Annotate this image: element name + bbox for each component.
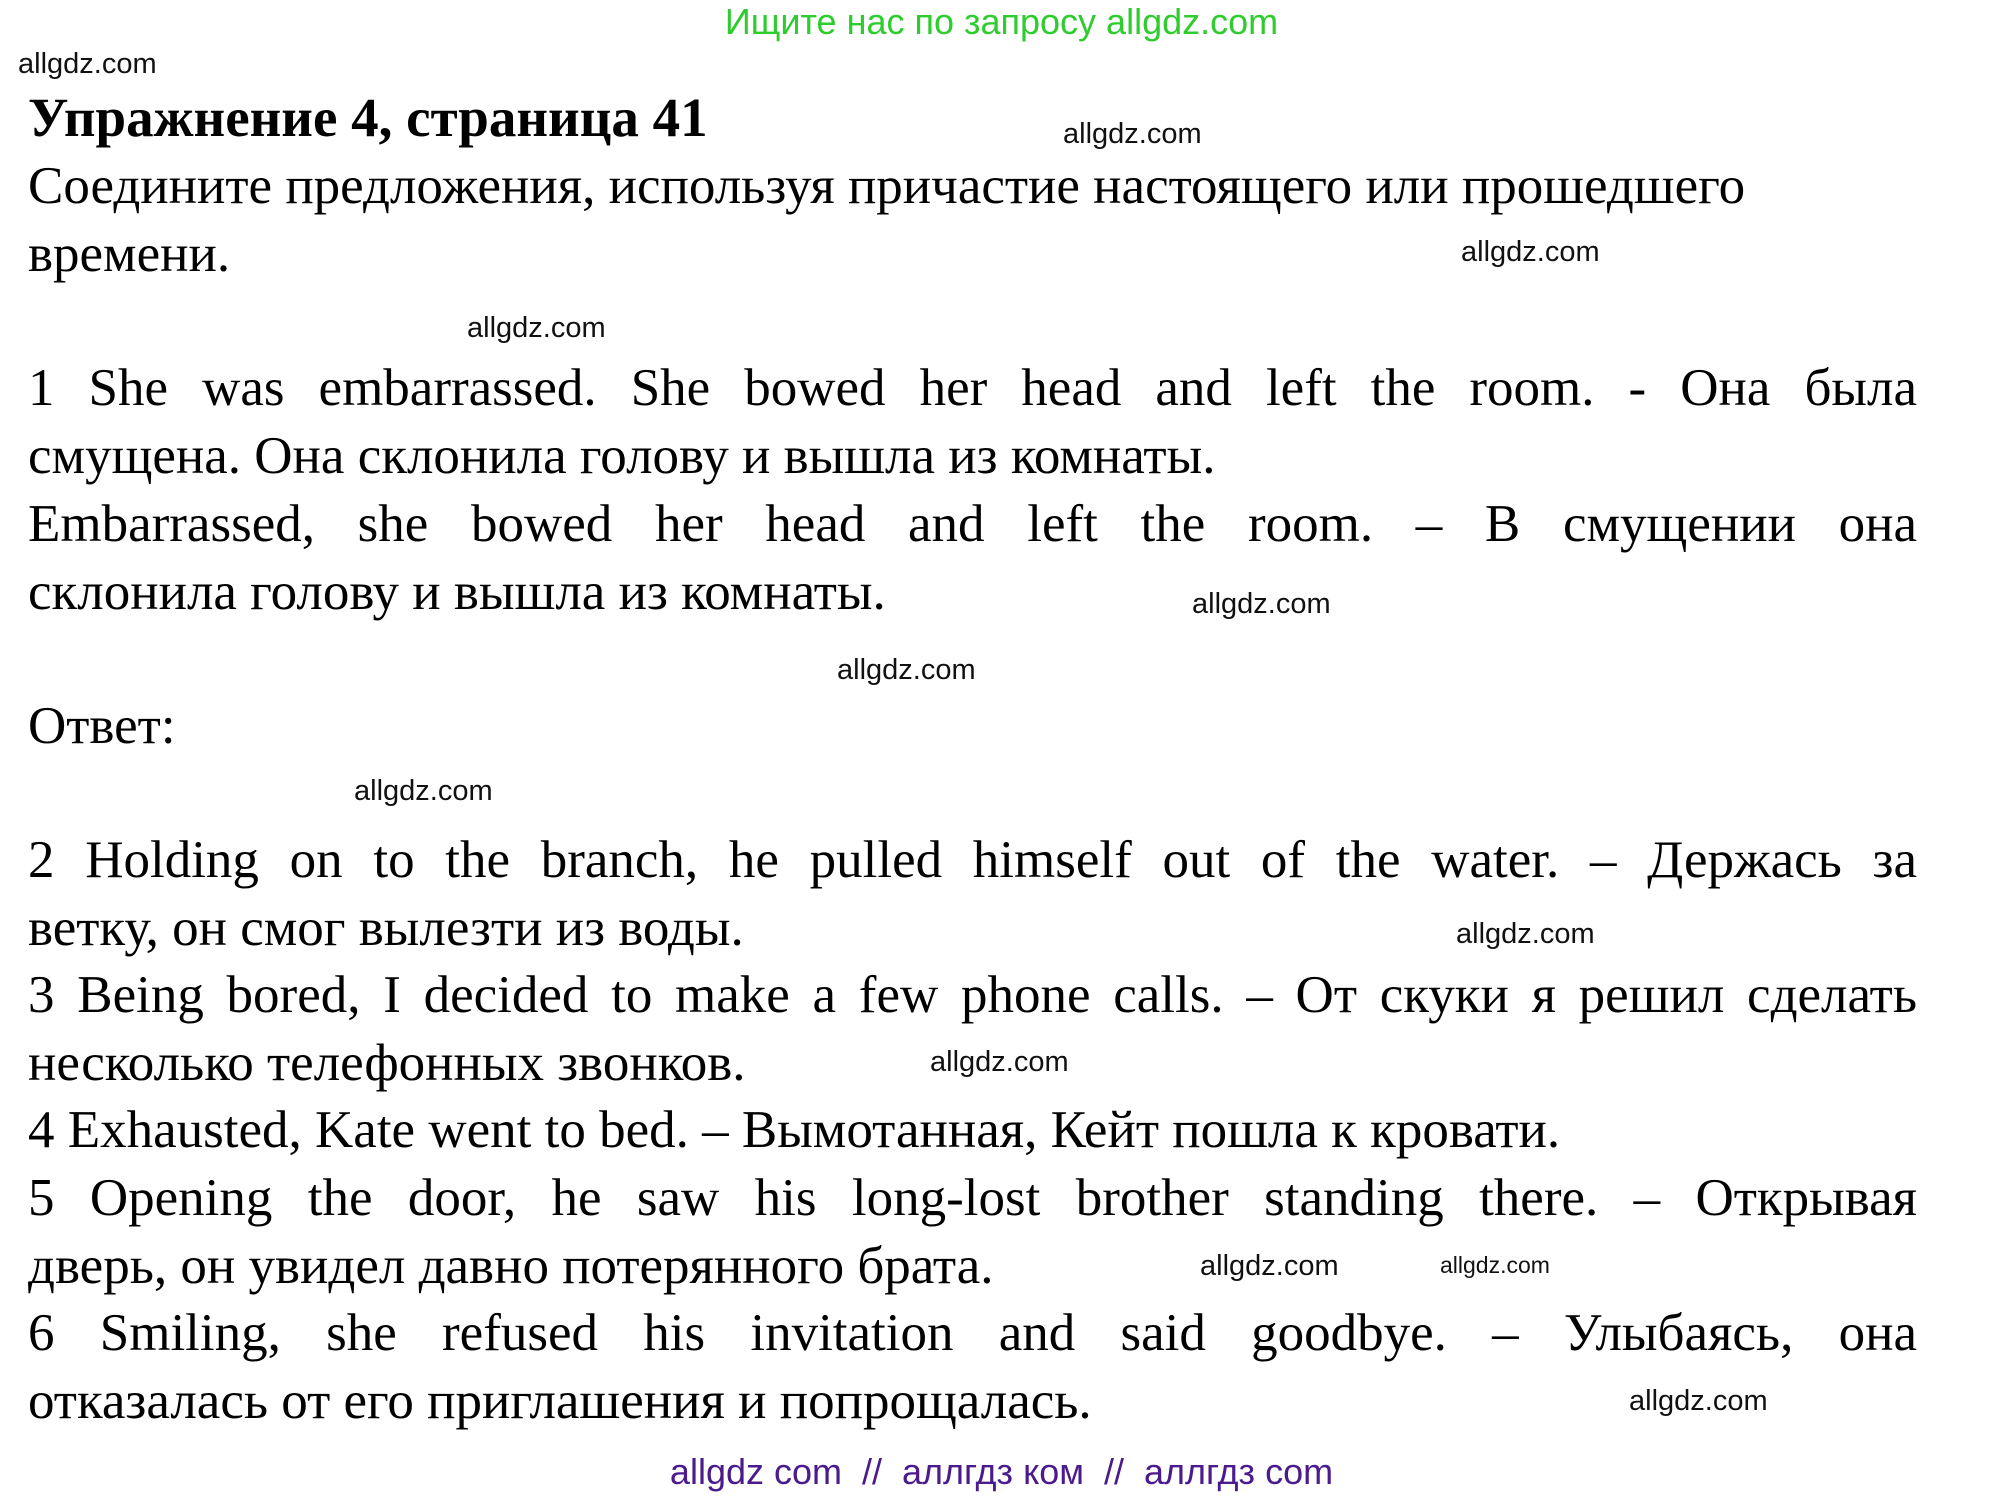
- page-title: Упражнение 4, страница 41: [28, 87, 708, 148]
- answer-line: 4 Exhausted, Kate went to bed. – Вымотанная, Кейт пошла к кровати.: [28, 1101, 1561, 1159]
- watermark: allgdz.com: [1192, 588, 1331, 620]
- instruction-line: Соедините предложения, используя причастие настоящего или прошедшего: [28, 157, 1746, 215]
- answer-line: 3 Being bored, I decided to make a few phone calls. – От скуки я решил сделать: [28, 966, 1917, 1024]
- watermark: allgdz.com: [467, 312, 606, 344]
- example-line: смущена. Она склонила голову и вышла из комнаты.: [28, 427, 1216, 485]
- example-line: Embarrassed, she bowed her head and left the room. – В смущении она: [28, 495, 1917, 553]
- instruction-line: времени.: [28, 225, 231, 283]
- answer-line: дверь, он увидел давно потерянного брата.: [28, 1237, 994, 1295]
- answer-line: ветку, он смог вылезти из воды.: [28, 899, 744, 957]
- example-line: склонила голову и вышла из комнаты.: [28, 563, 886, 621]
- answer-line: отказалась от его приглашения и попрощалась.: [28, 1372, 1092, 1430]
- watermark: allgdz.com: [1456, 918, 1595, 950]
- example-line: 1 She was embarrassed. She bowed her head and left the room. - Она была: [28, 359, 1917, 417]
- answer-line: 2 Holding on to the branch, he pulled himself out of the water. – Держась за: [28, 831, 1917, 889]
- watermark: allgdz.com: [1629, 1385, 1768, 1417]
- answer-line: несколько телефонных звонков.: [28, 1034, 746, 1092]
- answer-line: 6 Smiling, she refused his invitation and said goodbye. – Улыбаясь, она: [28, 1304, 1917, 1362]
- watermark: allgdz.com: [1063, 118, 1202, 150]
- search-banner: Ищите нас по запросу allgdz.com: [724, 1, 1279, 42]
- watermark: allgdz.com: [1461, 236, 1600, 268]
- watermark: allgdz.com: [1440, 1252, 1550, 1278]
- answer-line: 5 Opening the door, he saw his long-lost brother standing there. – Открывая: [28, 1169, 1917, 1227]
- watermark: allgdz.com: [930, 1046, 1069, 1078]
- answer-label: Ответ:: [28, 697, 176, 755]
- footer-links: [0, 1450, 2003, 1494]
- watermark: allgdz.com: [18, 48, 157, 80]
- footer-text: allgdz com // аллгдз ком // аллгдз com: [669, 1451, 1334, 1492]
- watermark: allgdz.com: [837, 654, 976, 686]
- watermark: allgdz.com: [1200, 1250, 1339, 1282]
- watermark: allgdz.com: [354, 775, 493, 807]
